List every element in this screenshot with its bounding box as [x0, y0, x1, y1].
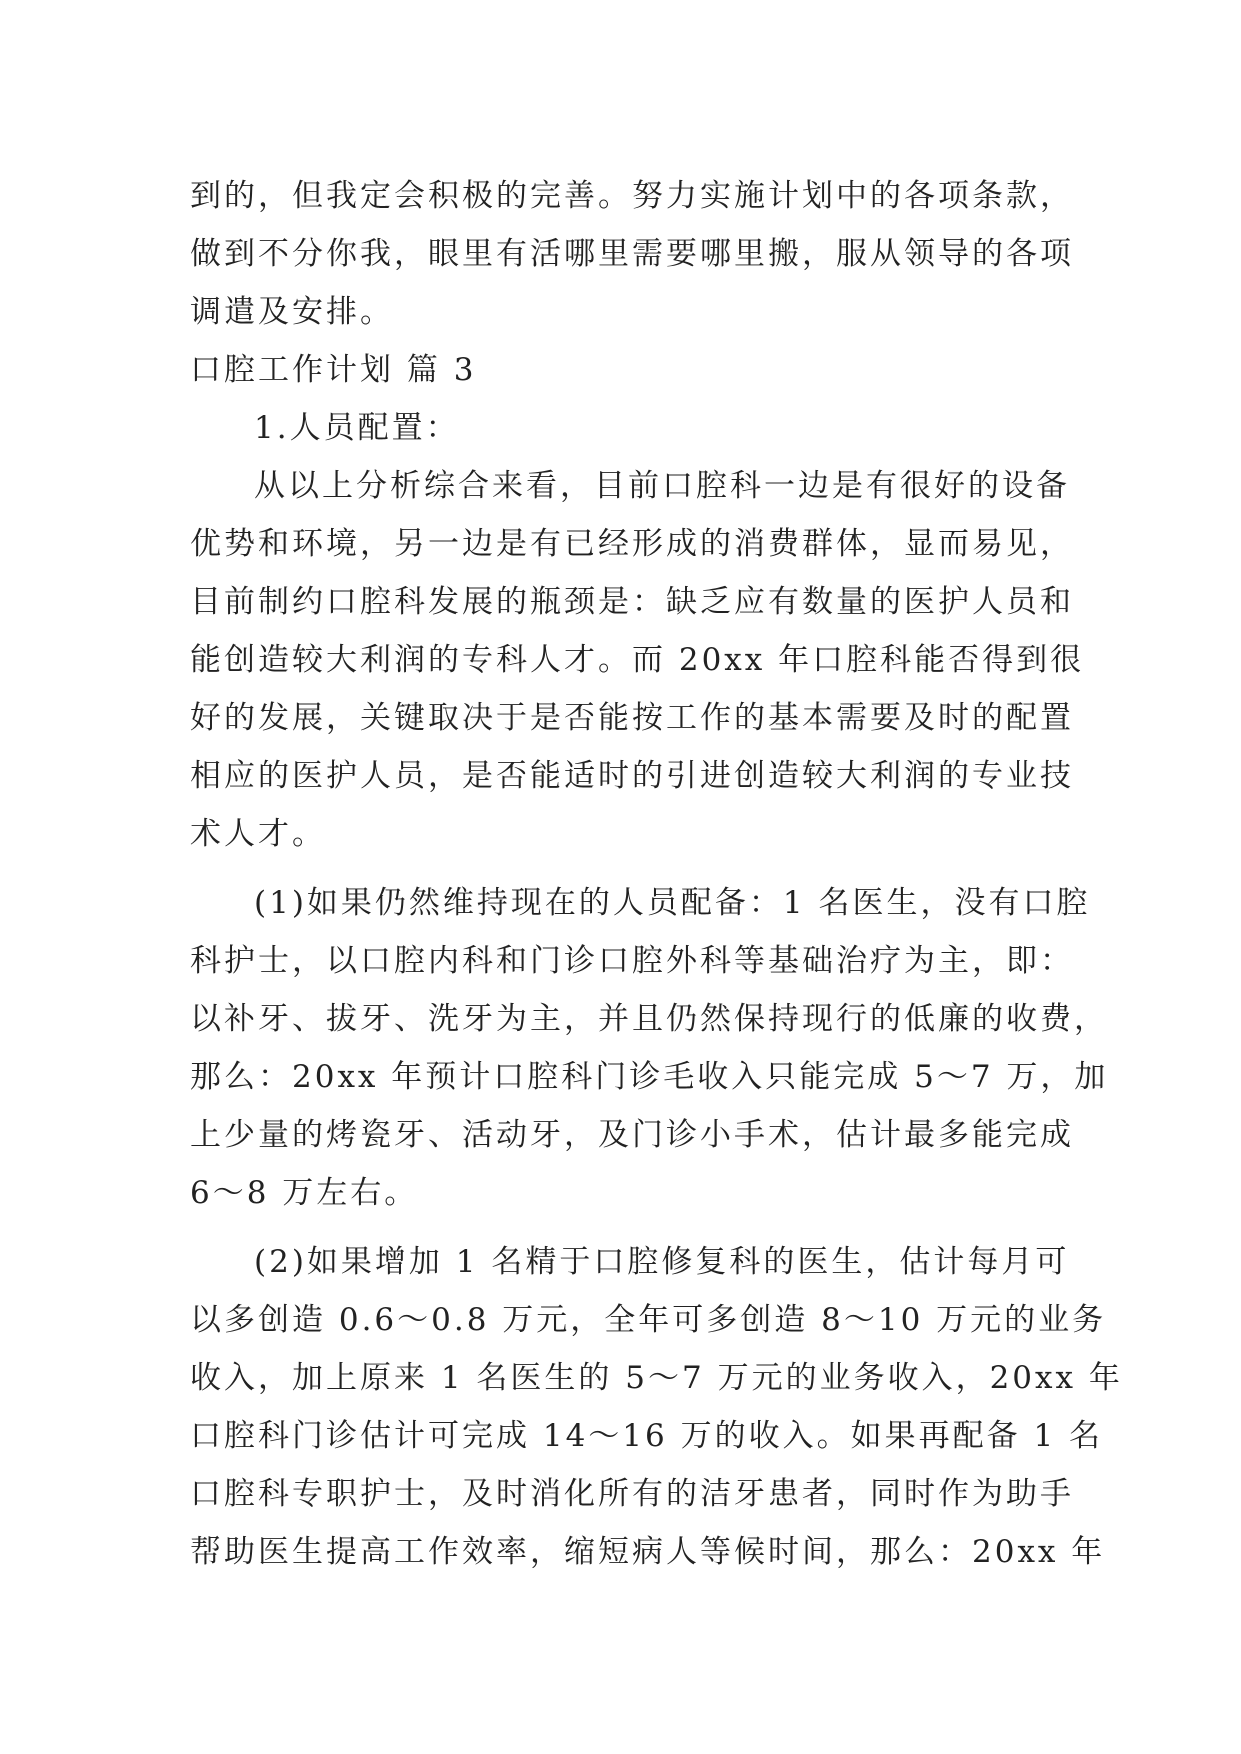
paragraph-line: 从以上分析综合来看，目前口腔科一边是有很好的设备 — [254, 468, 1070, 504]
section-heading: 口腔工作计划 篇 3 — [190, 352, 477, 388]
paragraph-line: 做到不分你我，眼里有活哪里需要哪里搬，服从领导的各项 — [190, 236, 1074, 272]
paragraph-line: 调遣及安排。 — [190, 294, 394, 330]
paragraph-line: 上少量的烤瓷牙、活动牙，及门诊小手术，估计最多能完成 — [190, 1117, 1074, 1153]
paragraph-line: 口腔科门诊估计可完成 14～16 万的收入。如果再配备 1 名 — [190, 1418, 1104, 1454]
paragraph-line: 以补牙、拔牙、洗牙为主，并且仍然保持现行的低廉的收费， — [190, 1001, 1108, 1037]
paragraph-line: 到的，但我定会积极的完善。努力实施计划中的各项条款， — [190, 178, 1074, 214]
paragraph-line: 能创造较大利润的专科人才。而 20xx 年口腔科能否得到很 — [190, 642, 1085, 678]
paragraph-line: 目前制约口腔科发展的瓶颈是：缺乏应有数量的医护人员和 — [190, 584, 1074, 620]
subsection-heading: 1.人员配置： — [254, 410, 460, 446]
paragraph-line: 科护士，以口腔内科和门诊口腔外科等基础治疗为主，即： — [190, 943, 1074, 979]
paragraph-line: 口腔科专职护士，及时消化所有的洁牙患者，同时作为助手 — [190, 1476, 1074, 1512]
paragraph-line: 帮助医生提高工作效率，缩短病人等候时间，那么：20xx 年 — [190, 1534, 1106, 1570]
paragraph-line: 优势和环境，另一边是有已经形成的消费群体，显而易见， — [190, 526, 1074, 562]
paragraph-line: 以多创造 0.6～0.8 万元，全年可多创造 8～10 万元的业务 — [190, 1302, 1107, 1338]
paragraph-line: 术人才。 — [190, 816, 326, 852]
paragraph-line: 6～8 万左右。 — [190, 1175, 419, 1211]
paragraph-line: 好的发展，关键取决于是否能按工作的基本需要及时的配置 — [190, 700, 1074, 736]
paragraph-line: 收入，加上原来 1 名医生的 5～7 万元的业务收入，20xx 年 — [190, 1360, 1123, 1396]
paragraph-line: (2)如果增加 1 名精于口腔修复科的医生，估计每月可 — [254, 1244, 1070, 1280]
paragraph-line: 那么：20xx 年预计口腔科门诊毛收入只能完成 5～7 万，加 — [190, 1059, 1109, 1095]
paragraph-line: (1)如果仍然维持现在的人员配备：1 名医生，没有口腔 — [254, 885, 1091, 921]
paragraph-line: 相应的医护人员，是否能适时的引进创造较大利润的专业技 — [190, 758, 1074, 794]
